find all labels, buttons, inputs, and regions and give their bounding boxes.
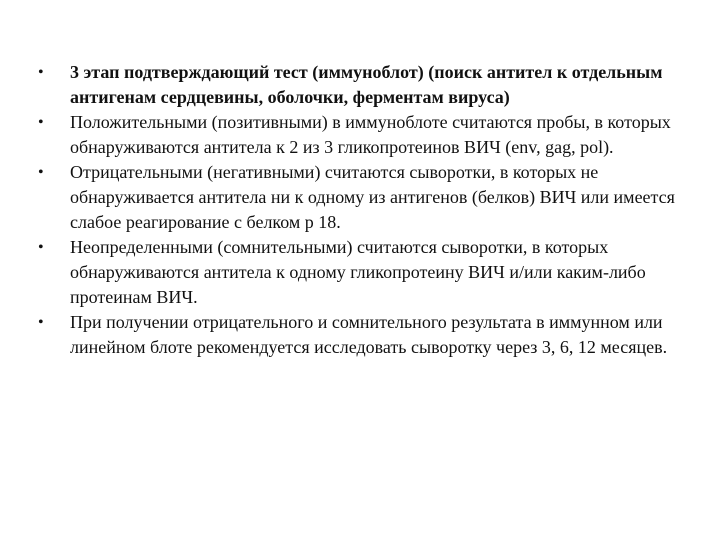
bullet-icon: • (38, 164, 44, 181)
bullet-text: Неопределенными (сомнительными) считаются сыворотки, в которых обнаруживаются антитела к одному гликопротеину ВИЧ и/или каким-либо протеинам ВИЧ. (70, 237, 646, 307)
bullet-icon: • (38, 239, 44, 256)
bullet-item-indeterminate (38, 235, 694, 310)
bullet-item-retest (38, 310, 694, 360)
bullet-item-negative (38, 160, 694, 235)
bullet-icon: • (38, 64, 44, 81)
bullet-text: Отрицательными (негативными) считаются сыворотки, в которых не обнаруживается антитела ни к одному из антигенов (белков) ВИЧ или имеется слабое реагирование с белком р 18. (70, 162, 675, 232)
bullet-icon: • (38, 314, 44, 331)
bullet-icon: • (38, 114, 44, 131)
bullet-item-stage3 (38, 60, 694, 110)
bullet-item-positive (38, 110, 694, 160)
bullet-list (38, 60, 694, 360)
bullet-text: 3 этап подтверждающий тест (иммуноблот) (поиск антител к отдельным антигенам сердцевины, оболочки, ферментам вируса) (70, 62, 663, 107)
bullet-text: При получении отрицательного и сомнительного результата в иммунном или линейном блоте рекомендуется исследовать сыворотку через 3, 6, 12 месяцев. (70, 312, 668, 357)
bullet-text: Положительными (позитивными) в иммуноблоте считаются пробы, в которых обнаруживаются антитела к 2 из 3 гликопротеинов ВИЧ (env, gag, pol). (70, 112, 671, 157)
